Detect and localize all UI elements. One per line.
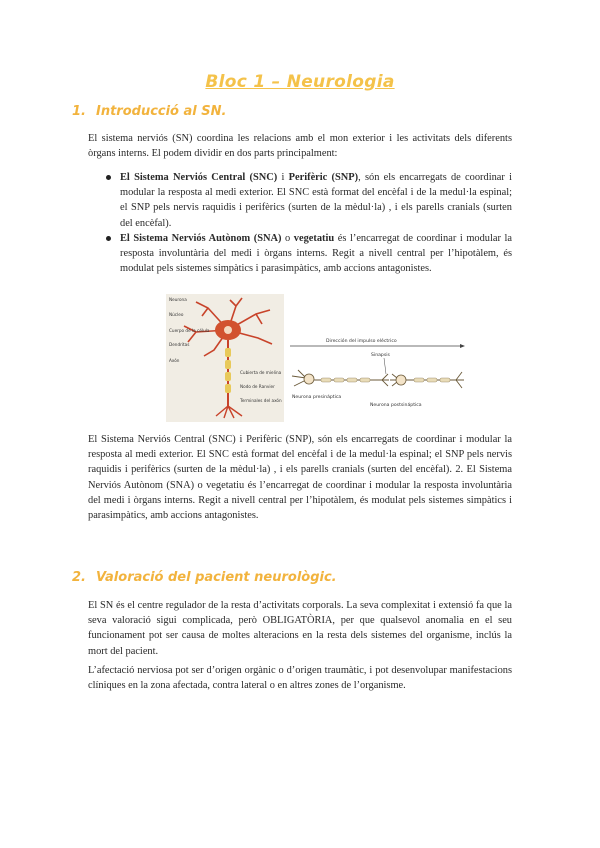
- bullet-bold: El Sistema Nerviós Autònom (SNA): [120, 232, 282, 244]
- bullet-text: i: [277, 172, 289, 183]
- section2-number: 2.: [72, 570, 86, 585]
- bullet-text: és l’encarregat de coordinar i modular la resposta involuntària del medi i òrgans interns. Regit a nivell central per l’hipotàlem, és modulat pels sistemes simpàtics i parasimpàtics, amb accions antagonistes.: [120, 232, 513, 275]
- label-neurona: Neurona: [169, 297, 187, 302]
- label-terminales: Terminales del axón: [240, 398, 282, 403]
- section2-paragraph-2: L’afectació nerviosa pot ser d’origen orgànic o d’origen traumàtic, i pot desenvolupar manifestacions clíniques en la zona afectada, contra lateral o en altres zones de l’organisme.: [88, 665, 512, 692]
- bullet-bold: Perifèric (SNP): [288, 172, 359, 183]
- label-cuerpo: Cuerpo de la célula: [169, 328, 210, 333]
- label-ranvier: Nodo de Ranvier: [240, 384, 275, 389]
- postsynaptic-myelin: [414, 378, 450, 382]
- section2-paragraph-1: El SN és el centre regulador de la resta d’activitats corporals. La seva complexitat i extensió fa que la seva valoració sigui complicada, però OBLIGATÒRIA, per que qualsevol anomalia en el seu funcionament pot ser causa de moltes alteracions en la resta dels sistemes del organisme, inclús la mort del pacient.: [88, 600, 512, 657]
- direction-arrow-head-icon: [460, 344, 465, 348]
- bullet-item: [88, 231, 512, 277]
- section1-bullet-list: [88, 170, 512, 276]
- bullet-dot-icon: [106, 236, 111, 241]
- figure-right-labels: [292, 337, 422, 408]
- synapse-pointer: [384, 358, 386, 374]
- document-title: Bloc 1 – Neurologia: [205, 72, 395, 92]
- section1-number: 1.: [72, 104, 86, 119]
- bullet-bold: vegetatiu: [293, 232, 335, 244]
- section1-title: Introducció al SN.: [95, 104, 227, 119]
- section2-heading: [72, 570, 337, 585]
- section1-intro: El sistema nerviós (SN) coordina les relacions amb el mon exterior i les activitats dels diferents òrgans interns. El podem dividir en dos parts principalment:: [88, 133, 512, 160]
- label-mielina: Cubierta de mielina: [240, 370, 282, 375]
- postsynaptic-soma: [396, 375, 406, 385]
- bullet-item: [88, 170, 512, 231]
- nucleus: [224, 326, 232, 334]
- label-nucleo: Núcleo: [169, 312, 184, 317]
- label-direction: Dirección del impulso eléctrico: [326, 339, 397, 344]
- section1-paragraph-2: El Sistema Nerviós Central (SNC) i Perifèric (SNP), són els encarregats de coordinar i modular la resposta al medi exterior. El SNC està format del encèfal i de la medul·la espinal; el SNP pels nervis raquidis i perifèrics (surten de la mèdul·la) , i els parells cranials (surten del encèfal). 2. El Sistema Nerviós Autònom (SNA) o vegetatiu és l’encarregat de coordinar i modular la resposta involuntària del medi i òrgans interns. Regit a nivell central per l’hipotàlem, és modulat pels sistemes simpàtics i parasimpàtics, amb accions antagonistes.: [88, 434, 512, 522]
- label-postsynaptic: Neurona postsináptica: [370, 403, 422, 408]
- section2-title: Valoració del pacient neurològic.: [95, 570, 337, 585]
- section1-heading: [72, 104, 226, 119]
- bullet-text: o: [281, 232, 294, 244]
- label-axon: Axón: [169, 358, 180, 363]
- neuron-figure: [166, 294, 466, 422]
- bullet-text: , són els encarregats de coordinar i modular la resposta al medi exterior. El SNC està format del encèfal i de la medul·la espinal; el SNP pels nervis raquidis i perifèrics (surten de la mèdul·la) , i els parells cranials (surten del encèfal).: [120, 172, 512, 229]
- label-presynaptic: Neurona presináptica: [292, 395, 342, 400]
- label-dendritas: Dendritas: [169, 342, 190, 347]
- bullet-bold: El Sistema Nerviós Central (SNC): [120, 172, 278, 183]
- bullet-dot-icon: [106, 175, 111, 180]
- presynaptic-soma: [304, 374, 314, 384]
- label-synapse: Sinapsis: [371, 353, 390, 358]
